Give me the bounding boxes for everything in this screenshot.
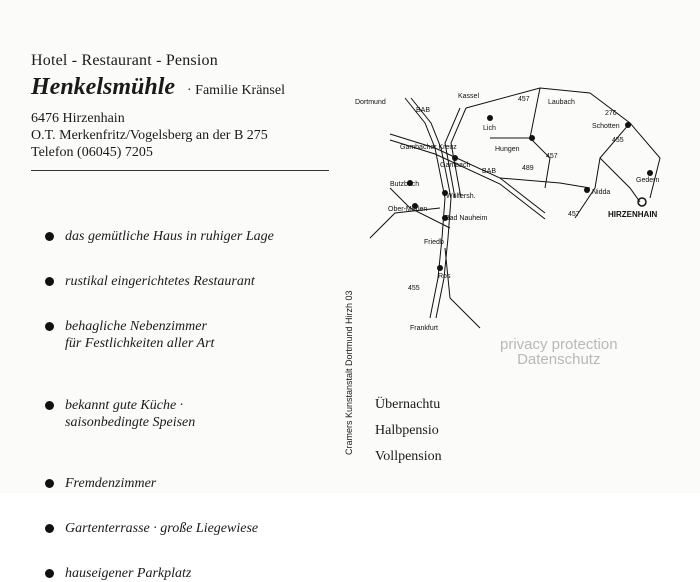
town-label: Friedb [424, 239, 444, 246]
watermark-line: privacy protection [500, 336, 618, 353]
road-label: 457 [518, 96, 530, 103]
bullet-icon [45, 232, 54, 241]
road-label: 489 [522, 165, 534, 172]
town-label: Gambach [440, 162, 471, 169]
town-label: Ober-Mörlen [388, 206, 428, 213]
town-label: Bad Nauheim [445, 215, 488, 222]
bullet-icon [45, 322, 54, 331]
list-item: das gemütliche Haus in ruhiger Lage [45, 228, 274, 245]
list-item: hauseigener Parkplatz [45, 565, 274, 582]
bullet-icon [45, 401, 54, 410]
road [490, 88, 540, 138]
town-label: Ros [438, 273, 451, 280]
bullet-icon [45, 569, 54, 578]
town-dot [452, 155, 458, 161]
road-label: 457 [568, 211, 580, 218]
list-item: bekannt gute Küche · saisonbedingte Speisen [45, 397, 274, 431]
town-dot [437, 265, 443, 271]
address-line: O.T. Merkenfritz/Vogelsberg an der B 275 [31, 128, 268, 143]
road-label: BAB [482, 168, 497, 175]
town-dot [529, 135, 535, 141]
town-label: Butzbach [390, 181, 420, 188]
watermark [500, 337, 618, 367]
feature-list [45, 228, 274, 581]
bullet-icon [45, 479, 54, 488]
list-item: rustikal eingerichtetes Restaurant [45, 273, 274, 290]
road-label: 455 [612, 137, 624, 144]
route-map [350, 78, 680, 338]
list-item: Fremdenzimmer [45, 475, 274, 492]
printer-credit: Cramers Kunstanstalt Dortmund Hirzh 03 [344, 290, 354, 455]
town-label: Gedern [636, 177, 660, 184]
town-label: HIRZENHAIN [608, 210, 658, 219]
list-item: behagliche Nebenzimmer für Festlichkeiten aller Art [45, 318, 274, 352]
town-label: Hungen [495, 146, 520, 153]
title-row [31, 74, 285, 101]
town-label: Kassel [458, 93, 480, 100]
road [445, 248, 480, 328]
road-label: 457 [546, 153, 558, 160]
address-block [31, 110, 268, 161]
bullet-icon [45, 524, 54, 533]
town-label: Dortmund [355, 99, 386, 106]
road-label: 455 [408, 285, 420, 292]
price-list [375, 392, 442, 470]
motorway [451, 108, 466, 198]
town-dot [625, 122, 631, 128]
town-label: Nidda [592, 189, 611, 196]
town-label: Lich [483, 125, 496, 132]
town-label: Wölfersh. [446, 193, 476, 200]
hirzenhain-marker [638, 198, 646, 206]
subtitle: Hotel - Restaurant - Pension [31, 52, 218, 69]
town-label: Schotten [592, 123, 620, 130]
town-dot [487, 115, 493, 121]
price-line: Halbpensio [375, 423, 439, 438]
divider [31, 170, 329, 171]
price-line: Übernachtu [375, 397, 441, 412]
road-label: 276 [605, 110, 617, 117]
town-label: Frankfurt [410, 325, 439, 332]
family-name: · Familie Kränsel [187, 83, 285, 98]
road-label: BAB [416, 107, 431, 114]
hotel-title: Henkelsmühle [31, 74, 176, 100]
bullet-icon [45, 277, 54, 286]
town-label: Laubach [548, 99, 575, 106]
address-line: 6476 Hirzenhain [31, 111, 125, 126]
watermark-line: Datenschutz [517, 351, 601, 368]
price-line: Vollpension [375, 449, 442, 464]
phone-line: Telefon (06045) 7205 [31, 145, 153, 160]
town-dot [647, 170, 653, 176]
town-dot [584, 187, 590, 193]
header-subtitle [31, 52, 218, 70]
town-label: Gambacher Kreuz [400, 144, 457, 151]
list-item: Gartenterrasse · große Liegewiese [45, 520, 274, 537]
